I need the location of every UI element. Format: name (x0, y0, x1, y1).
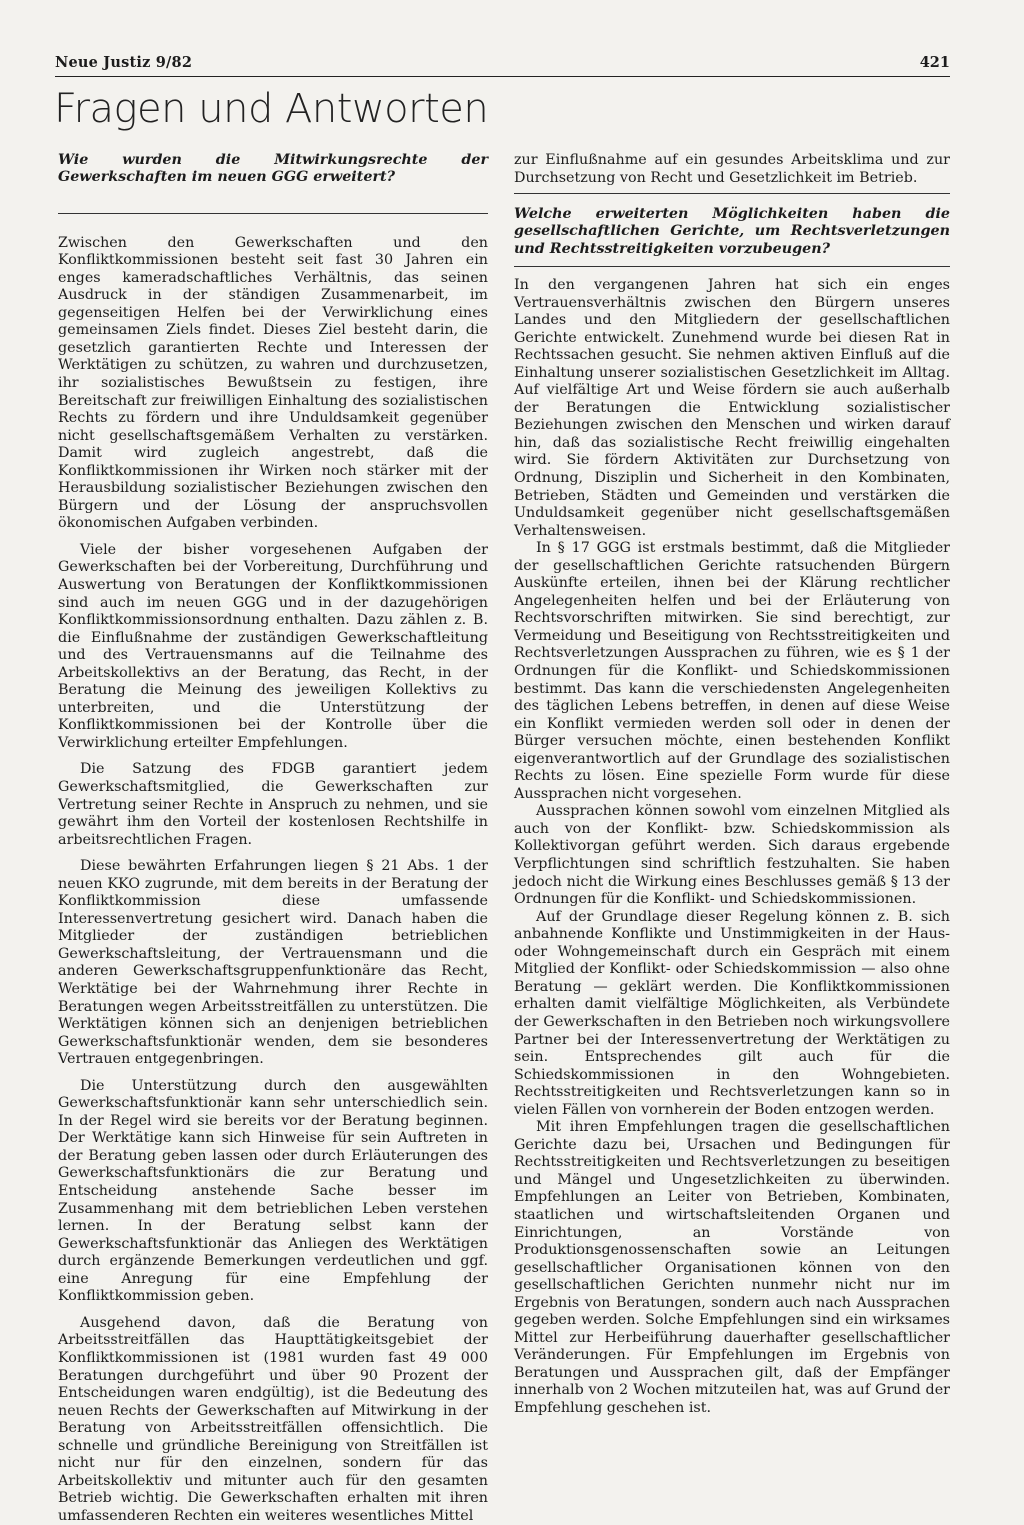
answer-1-paragraph: Viele der bisher vorgesehenen Aufgaben der Gewerkschaften bei der Vorbereitung, Durchführung und Auswertung von Beratungen der Konfliktkommissionen sind auch im neuen GGG und in der dazugehörigen Konfliktkommissionsordnung enthalten. Dazu zählen z. B. die Einflußnahme der zuständigen Gewerkschaftleitung und des Vertrauensmanns auf die Teilnahme des Arbeitskollektivs an der Beratung, das Recht, in der Beratung die Meinung des jeweiligen Kollektivs zu unterbreiten, und die Unterstützung der Konfliktkommissionen bei der Kontrolle über die Verwirklichung erteilter Empfehlungen. (58, 541, 488, 751)
answer-1-paragraph: Diese bewährten Erfahrungen liegen § 21 Abs. 1 der neuen KKO zugrunde, mit dem bereits in der Beratung der Konfliktkommission diese umfassende Interessenvertretung gesichert wird. Danach haben die Mitglieder der zuständigen betrieblichen Gewerkschaftsleitung, der Vertrauensmann und die anderen Gewerkschaftsgruppenfunktionäre das Recht, Werktätige bei der Wahrnehmung ihrer Rechte in Beratungen wegen Arbeitsstreitfällen zu unterstützen. Die Werktätigen können sich an denjenigen betrieblichen Gewerkschaftsfunktionär wenden, dem sie besonderes Vertrauen entgegenbringen. (58, 858, 488, 1068)
answer-1-paragraph: Ausgehend davon, daß die Beratung von Arbeitsstreitfällen das Haupttätigkeitsgebiet der Konfliktkommissionen ist (1981 wurden fast 49 000 Beratungen durchgeführt und über 90 Prozent der Entscheidungen waren endgültig), ist die Bedeutung des neuen Rechts der Gewerkschaften auf Mitwirkung in der Beratung von Arbeitsstreitfällen offensichtlich. Die schnelle und gründliche Bereinigung von Streitfällen ist nicht nur für den einzelnen, sondern für das Arbeitskollektiv und mitunter auch für den gesamten Betrieb wichtig. Die Gewerkschaften erhalten mit ihren umfassenderen Rechten ein weiteres wesentliches Mittel (58, 1314, 488, 1524)
question-1: Wie wurden die Mitwirkungsrechte der Gewerkschaften im neuen GGG erweitert? (58, 152, 488, 186)
answer-2-paragraph: Aussprachen können sowohl vom einzelnen Mitglied als auch von der Konflikt- bzw. Schiedskommission als Kollektivorgan geführt werden. Sich daraus ergebende Verpflichtungen sind schriftlich festzuhalten. Sie haben jedoch nicht die Wirkung eines Beschlusses gemäß § 13 der Ordnungen für die Konflikt- und Schiedskommissionen. (514, 803, 950, 908)
answer-2-paragraph: Auf der Grundlage dieser Regelung können z. B. sich anbahnende Konflikte und Unstimmigkeiten in der Haus- oder Wohngemeinschaft durch ein Gespräch mit einem Mitglied der Konflikt- oder Schiedskommission — also ohne Beratung — geklärt werden. Die Konfliktkommissionen erhalten damit vielfältige Möglichkeiten, als Verbündete der Gewerkschaften in den Betrieben noch wirkungsvollere Partner bei der Interessenvertretung der Werktätigen zu sein. Entsprechendes gilt auch für die Schiedskommissionen in den Wohngebieten. Rechtsstreitigkeiten und Rechtsverletzungen kann so in vielen Fällen von vornherein der Boden entzogen werden. (514, 908, 950, 1118)
answer-1-paragraph: Zwischen den Gewerkschaften und den Konfliktkommissionen besteht seit fast 30 Jahren ein enges kameradschaftliches Verhältnis, das seinen Ausdruck in der ständigen Zusammenarbeit, im gegenseitigen Helfen bei der Verwirklichung eines gemeinsamen Ziels findet. Dieses Ziel besteht darin, die gesetzlich garantierten Rechte und Interessen der Werktätigen zu schützen, zu wahren und durchzusetzen, ihr sozialistisches Bewußtsein zu festigen, ihre Bereitschaft zur freiwilligen Einhaltung des sozialistischen Rechts zu fördern und ihre Unduldsamkeit gegenüber nicht gesellschaftsgemäßem Verhalten zu verstärken. Damit wird zugleich angestrebt, daß die Konfliktkommissionen ihr Wirken noch stärker mit der Herausbildung sozialistischer Beziehungen zwischen den Bürgern und der Lösung der anspruchsvollen ökonomischen Aufgaben verbinden. (58, 234, 488, 532)
right-column (514, 152, 950, 1418)
answer-1-paragraph: Die Unterstützung durch den ausgewählten Gewerkschaftsfunktionär kann sehr unterschiedlich sein. In der Regel wird sie bereits vor der Beratung beginnen. Der Werktätige kann sich Hinweise für sein Auftreten in der Beratung geben lassen oder durch Erläuterungen des Gewerkschaftsfunktionärs die zur Beratung und Entscheidung anstehende Sache besser im Zusammenhang mit dem betrieblichen Leben verstehen lernen. In der Beratung selbst kann der Gewerkschaftsfunktionär das Anliegen des Werktätigen durch ergänzende Bemerkungen verdeutlichen und ggf. eine Anregung für eine Empfehlung der Konfliktkommission geben. (58, 1077, 488, 1305)
running-header (55, 54, 950, 77)
left-column (58, 152, 488, 1525)
answer-2-paragraph: Mit ihren Empfehlungen tragen die gesellschaftlichen Gerichte dazu bei, Ursachen und Bedingungen für Rechtsstreitigkeiten und Rechtsverletzungen zu beseitigen und Mängel und Ungesetzlichkeiten zu überwinden. Empfehlungen an Leiter von Betrieben, Kombinaten, staatlichen und wirtschaftsleitenden Organen und Einrichtungen, an Vorstände von Produktionsgenossenschaften sowie an Leitungen gesellschaftlicher Organisationen können von den gesellschaftlichen Gerichten nunmehr nicht nur im Ergebnis von Beratungen, sondern auch nach Aussprachen gegeben werden. Solche Empfehlungen sind ein wirksames Mittel zur Herbeiführung dauerhafter gesellschaftlicher Veränderungen. Für Empfehlungen im Ergebnis von Beratungen und Aussprachen gilt, daß der Empfänger innerhalb von 2 Wochen mitzuteilen hat, was auf Grund der Empfehlung geschehen ist. (514, 1119, 950, 1416)
page-number: 421 (919, 54, 950, 71)
question-2: Welche erweiterten Möglichkeiten haben die gesellschaftlichen Gerichte, um Rechtsverletzungen und Rechtsstreitigkeiten vorzubeugen? (514, 206, 950, 257)
journal-issue: Neue Justiz 9/82 (55, 54, 193, 71)
answer-1-continuation: zur Einflußnahme auf ein gesundes Arbeitsklima und zur Durchsetzung von Recht und Gesetzlichkeit im Betrieb. (514, 152, 950, 186)
answer-2-paragraph: In den vergangenen Jahren hat sich ein enges Vertrauensverhältnis zwischen den Bürgern unseres Landes und den Mitgliedern der gesellschaftlichen Gerichte entwickelt. Zunehmend wurde bei diesen Rat in Rechtssachen gesucht. Sie nehmen aktiven Einfluß auf die Einhaltung unserer sozialistischen Gesetzlichkeit im Alltag. Auf vielfältige Art und Weise fördern sie auch außerhalb der Beratungen die Entwicklung sozialistischer Beziehungen zwischen den Menschen und wirken darauf hin, daß das sozialistische Recht freiwillig eingehalten wird. Sie fördern Aktivitäten zur Durchsetzung von Ordnung, Disziplin und Sicherheit in den Kombinaten, Betrieben, Städten und Gemeinden und verstärken die Unduldsamkeit gegenüber nicht gesellschaftsgemäßen Verhaltensweisen. (514, 276, 950, 539)
section-title: Fragen und Antworten (54, 86, 489, 132)
answer-2-paragraph: In § 17 GGG ist erstmals bestimmt, daß die Mitglieder der gesellschaftlichen Gerichte ratsuchenden Bürgern Auskünfte erteilen, ihnen bei der Klärung rechtlicher Angelegenheiten helfen und bei der Erläuterung von Rechtsvorschriften mitwirken. Sie sind berechtigt, zur Vermeidung und Beseitigung von Rechtsstreitigkeiten und Rechtsverletzungen Aussprachen zu führen, wie es § 1 der Ordnungen für die Konflikt- und Schiedskommissionen bestimmt. Das kann die verschiedensten Angelegenheiten des täglichen Lebens betreffen, in denen auf diese Weise ein Konflikt vermieden werden soll oder in denen der Bürger versuchen möchte, einen bestehenden Konflikt eigenverantwortlich auf der Grundlage des sozialistischen Rechts zu lösen. Eine spezielle Form wurde für diese Aussprachen nicht vorgesehen. (514, 540, 950, 802)
answer-1-paragraph: Die Satzung des FDGB garantiert jedem Gewerkschaftsmitglied, die Gewerkschaften zur Vertretung seiner Rechte in Anspruch zu nehmen, und sie gewährt ihm den Vorteil der kostenlosen Rechtshilfe in arbeitsrechtlichen Fragen. (58, 761, 488, 848)
